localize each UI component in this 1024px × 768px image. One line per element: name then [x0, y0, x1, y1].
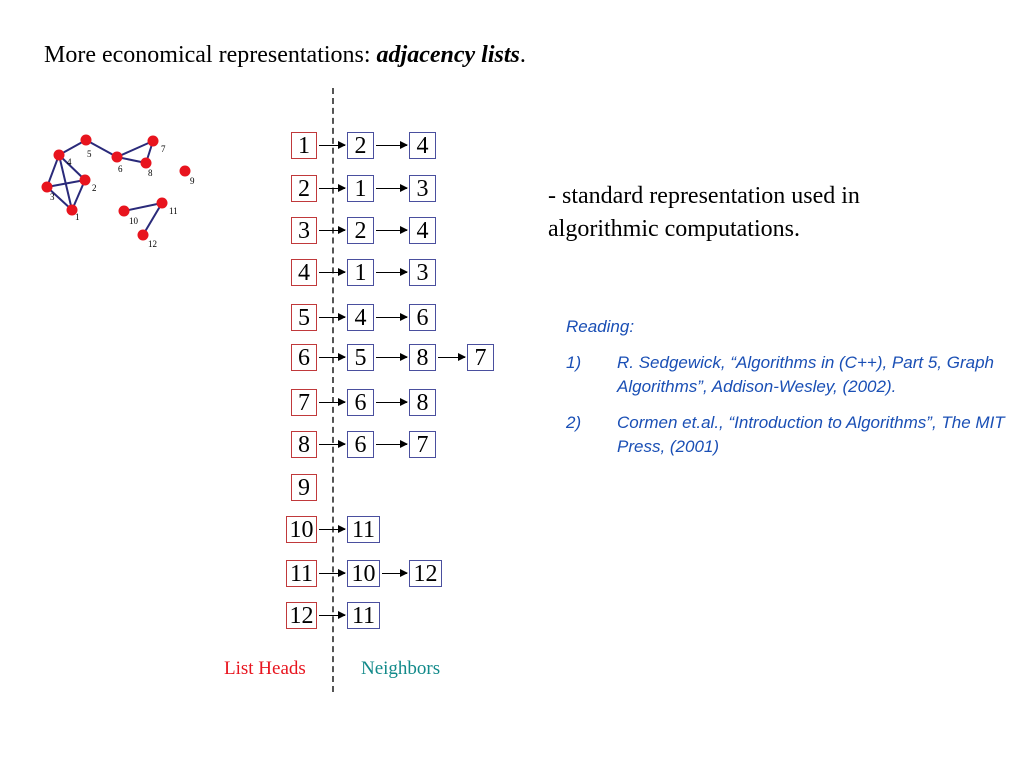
- graph-node-9: [180, 166, 191, 177]
- list-head-box: 7: [291, 389, 317, 416]
- list-arrow: [319, 402, 345, 403]
- neighbor-box: 11: [347, 602, 380, 629]
- neighbor-box: 5: [347, 344, 374, 371]
- graph-node-label: 7: [161, 144, 166, 154]
- list-head-box: 9: [291, 474, 317, 501]
- list-arrow: [376, 145, 407, 146]
- graph-node-7: [148, 136, 159, 147]
- graph-node-11: [157, 198, 168, 209]
- list-arrow: [319, 188, 345, 189]
- neighbor-box: 6: [347, 431, 374, 458]
- graph-node-label: 4: [67, 157, 72, 167]
- graph-node-label: 9: [190, 176, 195, 186]
- graph-node-3: [42, 182, 53, 193]
- graph-edge-11-12: [143, 203, 162, 235]
- list-head-box: 6: [291, 344, 317, 371]
- list-head-box: 1: [291, 132, 317, 159]
- list-arrow: [319, 230, 345, 231]
- reference-number: 1): [566, 353, 582, 372]
- list-arrow: [438, 357, 465, 358]
- graph-node-8: [141, 158, 152, 169]
- graph-node-2: [80, 175, 91, 186]
- reference-text: Cormen et.al., “Introduction to Algorithms”, The MIT Press, (2001): [617, 413, 1005, 456]
- title-prefix: More economical representations:: [44, 42, 377, 68]
- reading-title: Reading:: [566, 317, 635, 336]
- neighbor-box: 2: [347, 132, 374, 159]
- graph-node-12: [138, 230, 149, 241]
- neighbor-box: 6: [347, 389, 374, 416]
- graph-node-label: 1: [75, 212, 80, 222]
- list-arrow: [319, 317, 345, 318]
- list-head-box: 4: [291, 259, 317, 286]
- list-arrow: [376, 357, 407, 358]
- graph-node-label: 6: [118, 164, 123, 174]
- graph-node-4: [54, 150, 65, 161]
- list-arrow: [382, 573, 407, 574]
- graph-node-label: 5: [87, 149, 92, 159]
- reference-number: 2): [566, 413, 582, 432]
- list-head-box: 3: [291, 217, 317, 244]
- graph-node-label: 3: [50, 192, 55, 202]
- list-head-box: 8: [291, 431, 317, 458]
- neighbors-label: Neighbors: [361, 658, 441, 679]
- neighbor-box: 1: [347, 175, 374, 202]
- reference-item: [566, 411, 1006, 459]
- graph-edge-6-7: [117, 141, 153, 157]
- list-arrow: [319, 573, 345, 574]
- list-arrow: [319, 615, 345, 616]
- list-arrow: [376, 230, 407, 231]
- neighbor-box: 3: [409, 259, 436, 286]
- reference-item: [566, 351, 1006, 399]
- list-arrow: [376, 272, 407, 273]
- neighbor-box: 4: [409, 132, 436, 159]
- graph-node-label: 2: [92, 183, 97, 193]
- graph-node-10: [119, 206, 130, 217]
- graph-edge-10-11: [124, 203, 162, 211]
- list-arrow: [376, 402, 407, 403]
- list-arrow: [319, 272, 345, 273]
- list-arrow: [376, 444, 407, 445]
- list-head-box: 12: [286, 602, 317, 629]
- graph-node-label: 8: [148, 168, 153, 178]
- neighbor-box: 4: [409, 217, 436, 244]
- graph-node-6: [112, 152, 123, 163]
- reading-section: [566, 317, 1006, 471]
- list-head-box: 10: [286, 516, 317, 543]
- list-head-box: 11: [286, 560, 317, 587]
- list-arrow: [319, 145, 345, 146]
- neighbor-box: 8: [409, 389, 436, 416]
- neighbor-box: 3: [409, 175, 436, 202]
- graph-node-5: [81, 135, 92, 146]
- title-emphasis: adjacency lists: [376, 42, 520, 68]
- graph-node-label: 10: [129, 216, 138, 226]
- example-graph: [0, 0, 220, 260]
- list-arrow: [376, 188, 407, 189]
- neighbor-box: 2: [347, 217, 374, 244]
- neighbor-box: 1: [347, 259, 374, 286]
- graph-node-label: 11: [169, 206, 178, 216]
- list-arrow: [319, 357, 345, 358]
- neighbor-box: 7: [409, 431, 436, 458]
- graph-node-label: 12: [148, 239, 157, 249]
- list-heads-label: List Heads: [224, 658, 306, 679]
- neighbor-box: 10: [347, 560, 380, 587]
- title-suffix: .: [519, 42, 526, 68]
- neighbor-box: 12: [409, 560, 442, 587]
- list-head-box: 5: [291, 304, 317, 331]
- list-head-box: 2: [291, 175, 317, 202]
- neighbor-box: 4: [347, 304, 374, 331]
- list-arrow: [376, 317, 407, 318]
- reference-text: R. Sedgewick, “Algorithms in (C++), Part 5, Graph Algorithms”, Addison-Wesley, (2002).: [617, 353, 994, 396]
- neighbor-box: 11: [347, 516, 380, 543]
- neighbor-box: 6: [409, 304, 436, 331]
- neighbor-box: 7: [467, 344, 494, 371]
- list-arrow: [319, 444, 345, 445]
- list-arrow: [319, 529, 345, 530]
- column-divider: [332, 88, 334, 692]
- neighbor-box: 8: [409, 344, 436, 371]
- description-text: - standard representation used in algorithmic computations.: [548, 183, 860, 242]
